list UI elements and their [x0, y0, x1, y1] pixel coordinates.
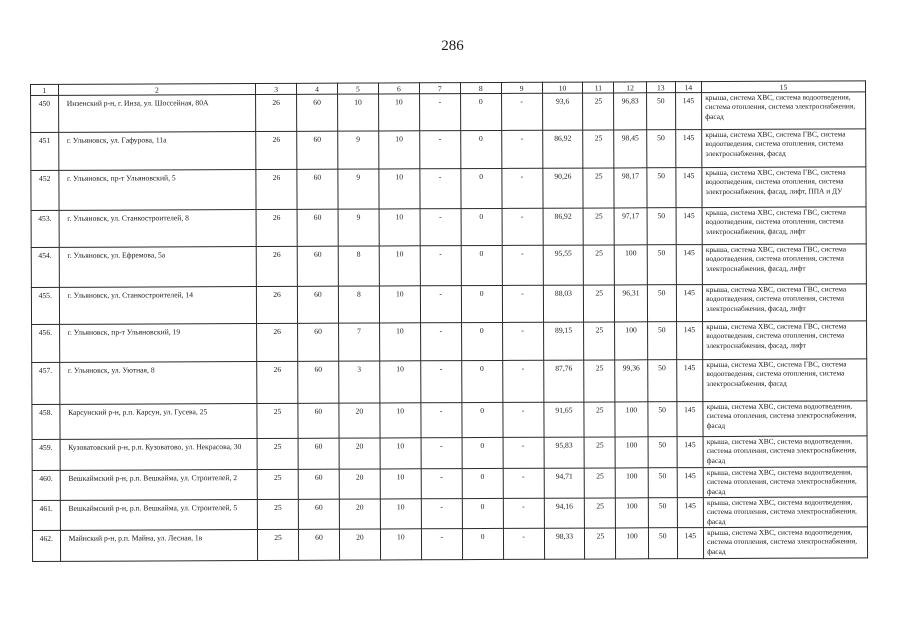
value-cell: 50 [648, 528, 677, 559]
value-cell: 60 [297, 246, 338, 286]
address-cell: Инзенский р-н, г. Инза, ул. Шоссейная, 80А [58, 95, 256, 133]
value-cell: 98,33 [544, 528, 585, 559]
value-cell: - [502, 208, 543, 245]
value-cell: 50 [647, 285, 676, 322]
table-row [31, 129, 866, 171]
value-cell: - [420, 131, 461, 169]
value-cell: 60 [298, 469, 339, 499]
value-cell: 0 [462, 498, 503, 528]
column-header: 12 [614, 82, 647, 93]
value-cell: 0 [461, 245, 502, 285]
value-cell: 86,92 [542, 130, 583, 168]
value-cell: - [503, 498, 544, 528]
page-number: 286 [441, 38, 464, 54]
address-cell: г. Ульяновск, пр-т Ульяновский, 5 [59, 170, 257, 211]
works-cell: крыша, система ХВС, система ГВС, система водоотведения, система отопления, система электроснабжения, фасад [702, 129, 866, 168]
value-cell: - [503, 402, 544, 437]
value-cell: 95,83 [544, 437, 585, 468]
value-cell: 10 [380, 361, 421, 403]
address-cell: г. Ульяновск, ул. Гафурова, 11а [58, 132, 256, 171]
value-cell: 145 [676, 402, 703, 437]
value-cell: - [502, 245, 543, 285]
works-cell: крыша, система ХВС, система водоотведения, система отопления, система электроснабжения, фасад [703, 436, 867, 468]
value-cell: - [420, 286, 461, 323]
table-row [32, 497, 867, 531]
value-cell: - [501, 130, 542, 168]
document-sheet [30, 80, 868, 562]
column-header: 7 [419, 83, 460, 94]
value-cell: 100 [615, 437, 648, 468]
row-number: 456. [32, 324, 60, 362]
value-cell: 10 [380, 499, 421, 529]
address-cell: г. Ульяновск, ул. Станкостроителей, 14 [59, 287, 257, 325]
column-header: 11 [583, 82, 614, 93]
value-cell: 50 [647, 245, 676, 285]
address-cell: г. Ульяновск, ул. Ефремова, 5а [59, 247, 257, 288]
value-cell: 25 [257, 403, 298, 438]
value-cell: 50 [648, 437, 677, 468]
value-cell: 50 [647, 208, 676, 245]
value-cell: 145 [675, 93, 702, 130]
column-header: 14 [675, 82, 702, 93]
value-cell: 25 [583, 93, 614, 130]
value-cell: - [502, 360, 543, 402]
value-cell: 20 [339, 469, 380, 499]
value-cell: 50 [648, 402, 677, 437]
works-cell: крыша, система ХВС, система ГВС, система водоотведения, система отопления, система электроснабжения, фасад, лифт [703, 321, 867, 360]
value-cell: 26 [257, 361, 298, 403]
row-number: 450 [31, 95, 59, 132]
value-cell: - [503, 528, 544, 559]
value-cell: 88,03 [543, 285, 584, 322]
value-cell: 60 [298, 361, 339, 403]
column-header: 5 [337, 83, 378, 94]
works-cell: крыша, система ХВС, система водоотведения, система отопления, система электроснабжения, фасад [704, 527, 868, 559]
value-cell: 96,83 [614, 93, 647, 130]
value-cell: 145 [677, 528, 704, 559]
value-cell: 9 [338, 131, 379, 169]
value-cell: 60 [297, 131, 338, 169]
value-cell: 20 [339, 403, 380, 438]
value-cell: 0 [460, 93, 501, 130]
row-number: 451 [31, 132, 59, 170]
value-cell: 10 [379, 169, 420, 209]
value-cell: 89,15 [543, 322, 584, 360]
value-cell: 9 [338, 209, 379, 246]
value-cell: 100 [615, 402, 648, 437]
value-cell: 25 [584, 402, 615, 437]
value-cell: 50 [647, 168, 676, 208]
value-cell: 26 [256, 246, 297, 286]
value-cell: 10 [379, 246, 420, 286]
value-cell: 60 [298, 529, 339, 560]
address-cell: Вешкаймский р-н, р.п. Вешкайма, ул. Строителей, 2 [60, 470, 258, 501]
value-cell: 7 [338, 323, 379, 361]
value-cell: 10 [379, 323, 420, 361]
value-cell: 50 [648, 498, 677, 528]
value-cell: - [421, 529, 462, 560]
table-row [32, 467, 867, 501]
value-cell: 50 [647, 130, 676, 168]
value-cell: - [503, 437, 544, 468]
row-number: 457. [32, 362, 60, 404]
column-header: 2 [58, 84, 256, 96]
value-cell: 8 [338, 246, 379, 286]
value-cell: 100 [614, 245, 647, 285]
value-cell: 50 [646, 93, 675, 130]
value-cell: 145 [676, 245, 703, 285]
value-cell: 98,45 [614, 130, 647, 168]
table-row [31, 207, 866, 248]
value-cell: 60 [298, 438, 339, 469]
value-cell: 94,71 [544, 468, 585, 498]
value-cell: 20 [339, 499, 380, 529]
value-cell: - [502, 168, 543, 208]
value-cell: 25 [583, 168, 614, 208]
value-cell: - [501, 93, 542, 130]
value-cell: 25 [584, 322, 615, 360]
value-cell: 9 [338, 169, 379, 209]
value-cell: 25 [585, 528, 616, 559]
value-cell: 25 [585, 468, 616, 498]
value-cell: 10 [378, 94, 419, 131]
address-cell: г. Ульяновск, пр-т Ульяновский, 19 [59, 324, 257, 363]
value-cell: 26 [256, 286, 297, 323]
value-cell: 91,65 [543, 402, 584, 437]
value-cell: 25 [583, 130, 614, 168]
value-cell: - [421, 438, 462, 469]
value-cell: 60 [298, 499, 339, 529]
value-cell: 145 [677, 468, 704, 498]
works-cell: крыша, система ХВС, система водоотведения, система отопления, система электроснабжения, фасад [702, 92, 866, 130]
address-cell: Майнский р-н, р.п. Майна, ул. Лесная, 1в [60, 530, 258, 562]
value-cell: 25 [585, 437, 616, 468]
value-cell: - [420, 169, 461, 209]
address-cell: г. Ульяновск, ул. Станкостроителей, 8 [59, 210, 257, 248]
column-header: 1 [31, 84, 59, 95]
value-cell: - [502, 322, 543, 360]
value-cell: 60 [297, 169, 338, 209]
row-number: 462. [32, 530, 60, 561]
table-row [32, 401, 867, 440]
value-cell: 25 [257, 438, 298, 469]
value-cell: 0 [462, 468, 503, 498]
column-header: 3 [256, 83, 297, 94]
value-cell: 0 [461, 322, 502, 360]
value-cell: 8 [338, 286, 379, 323]
value-cell: 20 [339, 438, 380, 469]
value-cell: 10 [379, 131, 420, 169]
value-cell: 145 [675, 130, 702, 168]
table-row [31, 92, 866, 133]
value-cell: 99,36 [615, 360, 648, 402]
value-cell: 145 [677, 498, 704, 528]
table-body [31, 81, 868, 562]
value-cell: 145 [676, 360, 703, 402]
value-cell: 10 [380, 438, 421, 469]
value-cell: - [421, 361, 462, 403]
value-cell: 25 [584, 285, 615, 322]
value-cell: 0 [460, 130, 501, 168]
value-cell: 25 [584, 208, 615, 245]
value-cell: 10 [380, 403, 421, 438]
works-cell: крыша, система ХВС, система ГВС, система водоотведения, система отопления, система электроснабжения, фасад, лифт [703, 284, 867, 322]
value-cell: 98,17 [614, 168, 647, 208]
value-cell: 20 [339, 529, 380, 560]
value-cell: 26 [257, 323, 298, 361]
value-cell: 60 [297, 94, 338, 131]
row-number: 461. [32, 500, 60, 530]
column-header: 4 [297, 83, 338, 94]
column-header: 9 [501, 82, 542, 93]
value-cell: 86,92 [543, 208, 584, 245]
address-cell: Карсунский р-н, р.п. Карсун, ул. Гусева, 25 [60, 404, 258, 440]
value-cell: 50 [648, 468, 677, 498]
row-number: 460. [32, 470, 60, 500]
value-cell: 10 [380, 529, 421, 560]
value-cell: 60 [298, 323, 339, 361]
value-cell: 25 [257, 499, 298, 529]
value-cell: 10 [338, 94, 379, 131]
value-cell: 25 [258, 529, 299, 560]
works-cell: крыша, система ХВС, система ГВС, система водоотведения, система отопления, система электроснабжения, фасад, лифт [702, 207, 866, 245]
value-cell: - [419, 94, 460, 131]
value-cell: 100 [615, 468, 648, 498]
value-cell: 145 [675, 168, 702, 208]
works-cell: крыша, система ХВС, система ГВС, система водоотведения, система отопления, система электроснабжения, фасад [703, 359, 867, 402]
value-cell: 26 [256, 169, 297, 209]
row-number: 458. [32, 404, 60, 439]
value-cell: 93,6 [542, 93, 583, 130]
table-row [32, 436, 867, 471]
value-cell: 10 [379, 286, 420, 323]
table-row [31, 284, 866, 325]
address-cell: г. Ульяновск, ул. Уютная, 8 [59, 362, 257, 405]
value-cell: - [420, 323, 461, 361]
row-number: 459. [32, 439, 60, 470]
value-cell: 0 [461, 285, 502, 322]
value-cell: - [502, 285, 543, 322]
row-number: 453. [31, 210, 59, 247]
column-header: 13 [646, 82, 675, 93]
row-number: 455. [31, 287, 59, 324]
value-cell: 100 [616, 528, 649, 559]
row-number: 454. [31, 247, 59, 287]
value-cell: 0 [462, 402, 503, 437]
row-number: 452 [31, 170, 59, 210]
value-cell: 50 [648, 360, 677, 402]
column-header: 10 [542, 82, 583, 93]
value-cell: 3 [339, 361, 380, 403]
value-cell: 0 [461, 208, 502, 245]
works-cell: крыша, система ХВС, система водоотведения, система отопления, система электроснабжения, фасад [703, 497, 867, 528]
value-cell: 25 [584, 245, 615, 285]
address-cell: Кузоватовский р-н, р.п. Кузоватово, ул. Некрасова, 30 [60, 439, 258, 471]
value-cell: 96,31 [615, 285, 648, 322]
value-cell: 25 [585, 498, 616, 528]
value-cell: 87,76 [543, 360, 584, 402]
works-cell: крыша, система ХВС, система водоотведения, система отопления, система электроснабжения, фасад [703, 401, 867, 437]
value-cell: - [421, 499, 462, 529]
value-cell: 26 [256, 131, 297, 169]
value-cell: 60 [297, 209, 338, 246]
table-row [31, 167, 866, 211]
column-header: 8 [460, 82, 501, 93]
works-cell: крыша, система ХВС, система водоотведения, система отопления, система электроснабжения, фасад [703, 467, 867, 498]
works-cell: крыша, система ХВС, система ГВС, система водоотведения, система отопления, система электроснабжения, фасад, лифт, ППА и ДУ [702, 167, 866, 208]
value-cell: 94,16 [544, 498, 585, 528]
value-cell: 0 [461, 360, 502, 402]
value-cell: 145 [676, 208, 703, 245]
value-cell: 100 [615, 498, 648, 528]
table-row [31, 244, 866, 288]
address-cell: Вешкаймский р-н, р.п. Вешкайма, ул. Строителей, 5 [60, 500, 258, 531]
value-cell: 26 [256, 209, 297, 246]
value-cell: - [503, 468, 544, 498]
value-cell: - [420, 209, 461, 246]
value-cell: 145 [677, 437, 704, 468]
value-cell: 0 [461, 168, 502, 208]
table-row [32, 527, 867, 562]
value-cell: 145 [676, 322, 703, 360]
value-cell: - [420, 246, 461, 286]
value-cell: 0 [462, 437, 503, 468]
value-cell: 10 [380, 469, 421, 499]
value-cell: - [421, 469, 462, 499]
column-header: 15 [702, 81, 866, 93]
value-cell: 60 [297, 286, 338, 323]
value-cell: 60 [298, 403, 339, 438]
value-cell: 25 [584, 360, 615, 402]
value-cell: 50 [647, 322, 676, 360]
value-cell: 25 [257, 469, 298, 499]
value-cell: 90,26 [542, 168, 583, 208]
table-row [32, 321, 867, 363]
table-row [32, 359, 867, 405]
value-cell: 0 [462, 528, 503, 559]
value-cell: 26 [256, 94, 297, 131]
value-cell: 95,55 [543, 245, 584, 285]
value-cell: - [421, 403, 462, 438]
value-cell: 10 [379, 209, 420, 246]
works-cell: крыша, система ХВС, система ГВС, система водоотведения, система отопления, система электроснабжения, фасад, лифт [702, 244, 866, 285]
value-cell: 100 [615, 322, 648, 360]
value-cell: 97,17 [614, 208, 647, 245]
repair-table [30, 80, 868, 562]
column-header: 6 [378, 83, 419, 94]
value-cell: 145 [676, 285, 703, 322]
